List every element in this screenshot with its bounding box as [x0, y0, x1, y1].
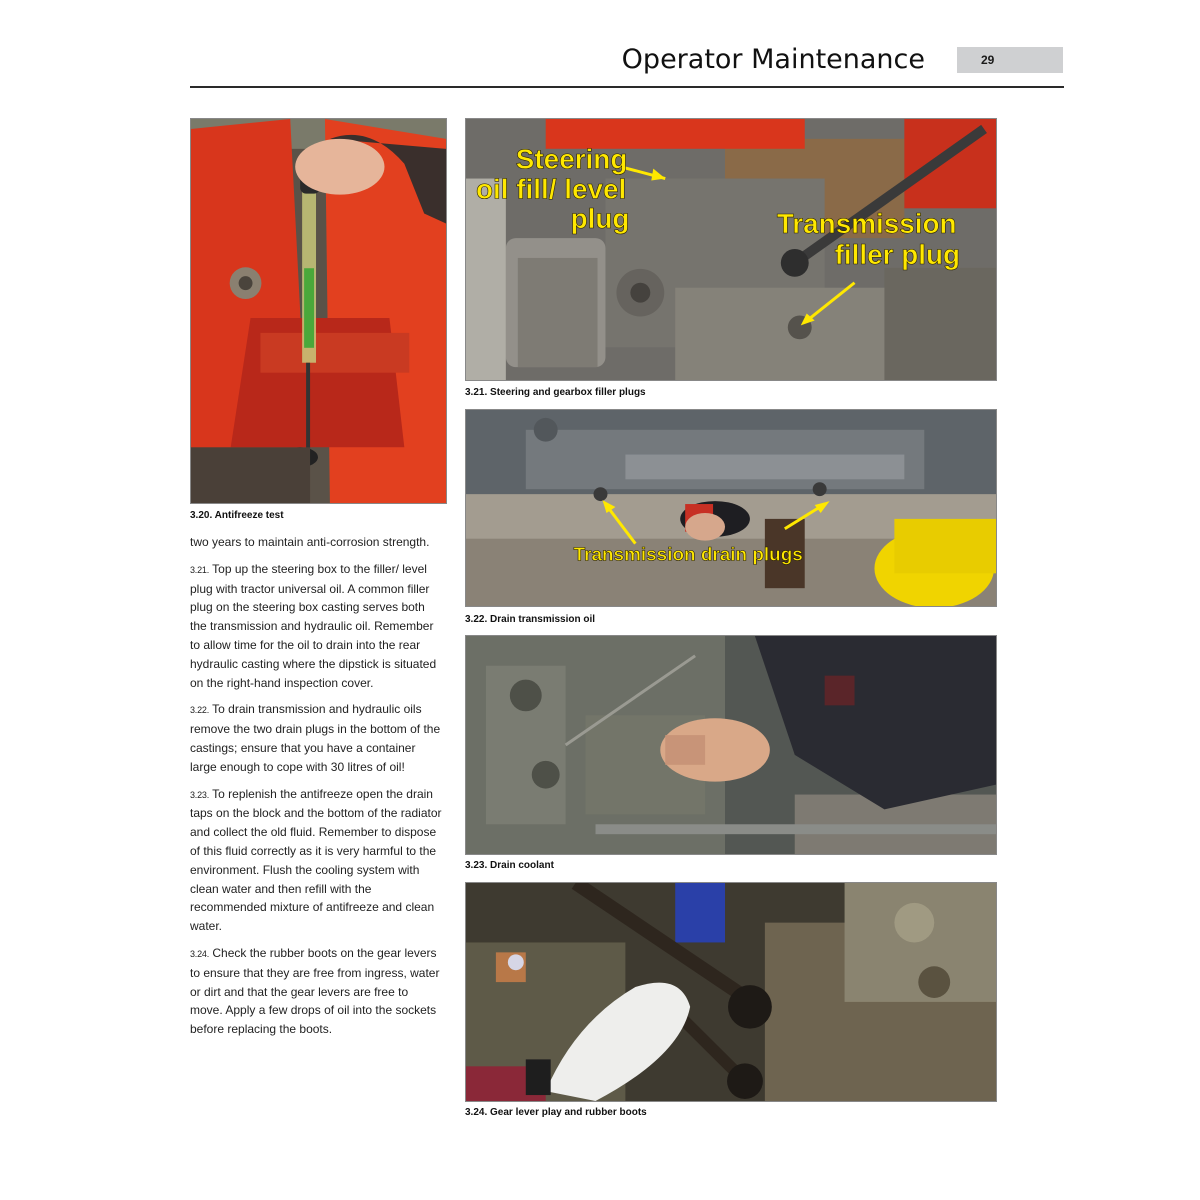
photo-drain-transmission: [465, 409, 997, 607]
page-title: Operator Maintenance: [621, 44, 925, 75]
label-transmission: Transmission: [776, 208, 957, 240]
figure-caption: [465, 387, 646, 398]
paragraph-number: 3.22.: [190, 705, 210, 716]
label-drain-plugs: Transmission drain plugs: [573, 543, 803, 565]
figure-title: Antifreeze test: [214, 510, 284, 521]
figure-title: Steering and gearbox filler plugs: [490, 387, 646, 398]
figure-caption: [465, 860, 554, 871]
paragraph: two years to maintain anti-corrosion strength.: [190, 535, 430, 549]
paragraph-number: 3.21.: [190, 564, 210, 575]
body-text-column: [190, 533, 442, 1047]
figure-title: Drain coolant: [490, 860, 554, 871]
paragraph-number: 3.24.: [190, 948, 210, 959]
paragraph-number: 3.23.: [190, 789, 210, 800]
paragraph: [190, 700, 442, 776]
page-number: 29: [957, 47, 1063, 73]
paragraph-text: To replenish the antifreeze open the drain taps on the block and the bottom of the radiator and collect the old fluid. Remember to dispose of this fluid correctly as it is very harmful to the environment. Flush the cooling system with clean water and then refill with the recommended mixture of antifreeze and clean water.: [190, 786, 442, 934]
label-plug: plug: [570, 203, 630, 235]
label-oil-fill: oil fill/ level: [475, 173, 627, 205]
figure-title: Gear lever play and rubber boots: [490, 1107, 647, 1118]
figure-caption: [190, 510, 284, 521]
figure-number: 3.23.: [465, 860, 488, 871]
figure-caption: [465, 1107, 647, 1118]
figure-title: Drain transmission oil: [490, 614, 596, 625]
photo-steering-gearbox: [465, 118, 997, 381]
figure-caption: [465, 614, 595, 625]
photo-drain-coolant: [465, 635, 997, 855]
figure-number: 3.20.: [190, 510, 213, 521]
paragraph: [190, 560, 442, 693]
figure-number: 3.22.: [465, 614, 488, 625]
paragraph-text: To drain transmission and hydraulic oils remove the two drain plugs in the bottom of the castings; ensure that you have a container large enough to cope with 30 litres of oil!: [190, 702, 441, 774]
paragraph: [190, 944, 442, 1039]
header-divider: [190, 86, 1064, 88]
figure-number: 3.24.: [465, 1107, 488, 1118]
figure-number: 3.21.: [465, 387, 488, 398]
label-filler-plug: filler plug: [834, 238, 961, 270]
photo-antifreeze-test: [190, 118, 447, 504]
photo-gear-lever-boots: [465, 882, 997, 1102]
paragraph-text: Check the rubber boots on the gear levers to ensure that they are free from ingress, water or dirt and that the gear levers are free to move. Apply a few drops of oil into the sockets before replacing the boots.: [190, 945, 440, 1037]
paragraph: [190, 785, 442, 936]
paragraph-text: Top up the steering box to the filler/ level plug with tractor universal oil. A common filler plug on the steering box casting serves both the transmission and hydraulic oil. Remember to allow time for the oil to drain into the rear hydraulic casting where the dipstick is situated on the right-hand inspection cover.: [190, 561, 437, 690]
label-steering: Steering: [515, 143, 628, 175]
